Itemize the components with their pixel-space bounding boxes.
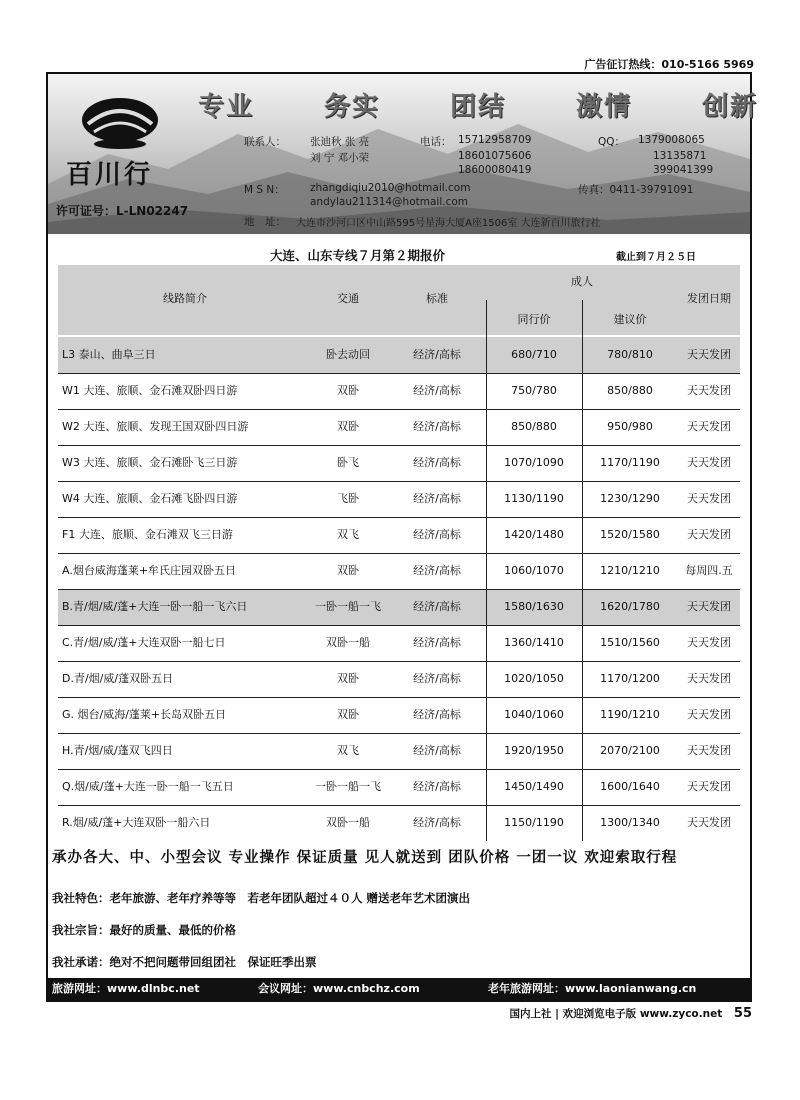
fax: 传真：0411-39791091 (578, 184, 694, 196)
header-transport: 交通 (337, 292, 359, 305)
row-divider (58, 373, 740, 374)
row-transport: 双卧 (337, 708, 359, 721)
table-row (58, 409, 740, 445)
table-row (58, 337, 740, 373)
phone-label: 电话： (420, 136, 452, 148)
row-suggested-price: 1600/1640 (600, 780, 660, 793)
row-departure: 天天发团 (687, 348, 731, 361)
row-transport: 双卧 (337, 564, 359, 577)
row-peer-price: 750/780 (511, 384, 557, 397)
row-route: W1 大连、旅顺、金石滩双卧四日游 (62, 384, 238, 397)
msn-2: andylau211314@hotmail.com (310, 196, 469, 208)
row-route: A.烟台威海蓬莱+牟氏庄园双卧五日 (62, 564, 237, 577)
row-standard: 经济/高标 (413, 708, 461, 721)
phone-2: 18601075606 (458, 150, 532, 162)
row-divider (58, 481, 740, 482)
row-divider (58, 409, 740, 410)
row-departure: 天天发团 (687, 708, 731, 721)
row-peer-price: 1020/1050 (504, 672, 564, 685)
row-standard: 经济/高标 (413, 780, 461, 793)
phone-1: 15712958709 (458, 134, 532, 146)
slogan-1: 专业 (198, 92, 255, 122)
table-row (58, 769, 740, 805)
contact-names-2: 刘 宁 邓小荣 (310, 152, 370, 164)
table-title: 大连、山东专线７月第２期报价 (270, 248, 446, 263)
row-peer-price: 1420/1480 (504, 528, 564, 541)
row-peer-price: 1920/1950 (504, 744, 564, 757)
agency-tenet: 我社宗旨：最好的质量、最低的价格 (52, 923, 236, 937)
msn-1: zhangdiqiu2010@hotmail.com (310, 182, 471, 194)
qq-label: QQ： (598, 136, 626, 148)
table-row (58, 697, 740, 733)
row-departure: 天天发团 (687, 384, 731, 397)
slogan-4: 激情 (575, 92, 632, 122)
table-row (58, 661, 740, 697)
row-transport: 双卧 (337, 384, 359, 397)
table-row (58, 373, 740, 409)
row-divider (58, 553, 740, 554)
table-row (58, 625, 740, 661)
row-peer-price: 1360/1410 (504, 636, 564, 649)
row-standard: 经济/高标 (413, 564, 461, 577)
row-route: B.青/烟/威/蓬+大连一卧一船一飞六日 (62, 600, 248, 613)
header-standard: 标准 (426, 292, 448, 305)
row-standard: 经济/高标 (413, 816, 461, 829)
header-departure: 发团日期 (687, 292, 731, 305)
row-suggested-price: 1300/1340 (600, 816, 660, 829)
msn-label: M S N： (244, 184, 285, 196)
page-footer (510, 1006, 752, 1021)
row-transport: 双卧一船 (326, 816, 370, 829)
row-transport: 双卧 (337, 420, 359, 433)
row-departure: 天天发团 (687, 780, 731, 793)
phone-3: 18600080419 (458, 164, 532, 176)
row-transport: 双卧一船 (326, 636, 370, 649)
row-peer-price: 1060/1070 (504, 564, 564, 577)
agency-feature: 我社特色：老年旅游、老年疗养等等 若老年团队超过４０人 赠送老年艺术团演出 (52, 891, 470, 905)
row-departure: 天天发团 (687, 528, 731, 541)
banner (48, 74, 758, 234)
row-departure: 天天发团 (687, 744, 731, 757)
row-divider (58, 517, 740, 518)
row-suggested-price: 2070/2100 (600, 744, 660, 757)
row-route: L3 泰山、曲阜三日 (62, 348, 156, 361)
agency-promise: 我社承诺：绝对不把问题带回组团社 保证旺季出票 (52, 955, 317, 969)
row-suggested-price: 1210/1210 (600, 564, 660, 577)
row-standard: 经济/高标 (413, 636, 461, 649)
row-suggested-price: 1510/1560 (600, 636, 660, 649)
row-suggested-price: 1230/1290 (600, 492, 660, 505)
row-standard: 经济/高标 (413, 744, 461, 757)
row-route: W4 大连、旅顺、金石滩飞卧四日游 (62, 492, 238, 505)
row-divider (58, 589, 740, 590)
row-suggested-price: 780/810 (607, 348, 653, 361)
row-peer-price: 1580/1630 (504, 600, 564, 613)
row-route: D.青/烟/威/蓬双卧五日 (62, 672, 174, 685)
row-standard: 经济/高标 (413, 600, 461, 613)
row-route: F1 大连、旅顺、金石滩双飞三日游 (62, 528, 233, 541)
row-route: G. 烟台/威海/蓬莱+长岛双卧五日 (62, 708, 227, 721)
row-departure: 天天发团 (687, 816, 731, 829)
row-suggested-price: 950/980 (607, 420, 653, 433)
row-departure: 每周四.五 (685, 564, 733, 577)
row-divider (58, 445, 740, 446)
header-peer-price: 同行价 (517, 313, 551, 326)
row-divider (58, 697, 740, 698)
website-bar (48, 978, 750, 1000)
license-number: 许可证号：L-LN02247 (56, 204, 189, 218)
row-peer-price: 1070/1090 (504, 456, 564, 469)
row-route: R.烟/威/蓬+大连双卧一船六日 (62, 816, 211, 829)
company-logo-icon (78, 94, 162, 152)
slogan-5: 创新 (701, 92, 758, 122)
row-departure: 天天发团 (687, 420, 731, 433)
service-slogan: 承办各大、中、小型会议 专业操作 保证质量 见人就送到 团队价格 一团一议 欢迎索取行程 (52, 849, 678, 866)
qq-3: 399041399 (653, 164, 714, 176)
slogan-2: 务实 (323, 92, 380, 122)
row-standard: 经济/高标 (413, 528, 461, 541)
row-departure: 天天发团 (687, 456, 731, 469)
meeting-website[interactable]: 会议网址：www.cnbchz.com (258, 982, 420, 995)
row-suggested-price: 1190/1210 (600, 708, 660, 721)
header-adult: 成人 (571, 275, 593, 288)
row-standard: 经济/高标 (413, 672, 461, 685)
column-divider (582, 300, 583, 841)
row-departure: 天天发团 (687, 672, 731, 685)
address: 大连市沙河口区中山路595号星海大厦A座1506室 大连新百川旅行社 (296, 218, 601, 229)
row-standard: 经济/高标 (413, 456, 461, 469)
row-divider (58, 733, 740, 734)
address-label: 地 址： (244, 216, 286, 228)
row-departure: 天天发团 (687, 600, 731, 613)
row-transport: 卧飞 (337, 456, 359, 469)
table-header (58, 265, 740, 335)
qq-2: 13135871 (653, 150, 707, 162)
row-divider (58, 805, 740, 806)
row-route: H.青/烟/威/蓬双飞四日 (62, 744, 173, 757)
row-transport: 一卧一船一飞 (315, 780, 381, 793)
row-standard: 经济/高标 (413, 492, 461, 505)
row-peer-price: 1130/1190 (504, 492, 564, 505)
travel-website[interactable]: 旅游网址：www.dlnbc.net (52, 982, 200, 995)
row-suggested-price: 1170/1190 (600, 456, 660, 469)
row-suggested-price: 1520/1580 (600, 528, 660, 541)
deadline: 截止到７月２５日 (616, 252, 696, 263)
table-row (58, 481, 740, 517)
table-row (58, 805, 740, 841)
header-suggested-price: 建议价 (613, 313, 647, 326)
row-transport: 一卧一船一飞 (315, 600, 381, 613)
table-row (58, 553, 740, 589)
page-number: 55 (733, 1006, 752, 1021)
row-peer-price: 1040/1060 (504, 708, 564, 721)
footer-text: 国内上社 | 欢迎浏览电子版 www.zyco.net (509, 1008, 723, 1020)
contact-label: 联系人： (244, 136, 286, 148)
row-standard: 经济/高标 (413, 420, 461, 433)
ad-hotline: 广告征订热线：010-5166 5969 (584, 58, 754, 71)
row-standard: 经济/高标 (413, 384, 461, 397)
row-peer-price: 850/880 (511, 420, 557, 433)
table-row (58, 445, 740, 481)
header-route: 线路简介 (163, 292, 207, 305)
row-departure: 天天发团 (687, 636, 731, 649)
row-transport: 双飞 (337, 744, 359, 757)
row-route: W2 大连、旅顺、发现王国双卧四日游 (62, 420, 249, 433)
row-suggested-price: 1170/1200 (600, 672, 660, 685)
row-peer-price: 680/710 (511, 348, 557, 361)
qq-1: 1379008065 (638, 134, 705, 146)
row-route: Q.烟/威/蓬+大连一卧一船一飞五日 (62, 780, 234, 793)
row-divider (58, 661, 740, 662)
row-route: W3 大连、旅顺、金石滩卧飞三日游 (62, 456, 238, 469)
banner-slogans (198, 86, 758, 123)
row-transport: 飞卧 (337, 492, 359, 505)
table-row (58, 517, 740, 553)
row-divider (58, 625, 740, 626)
row-suggested-price: 850/880 (607, 384, 653, 397)
row-transport: 双飞 (337, 528, 359, 541)
table-row (58, 589, 740, 625)
table-row (58, 733, 740, 769)
row-standard: 经济/高标 (413, 348, 461, 361)
row-suggested-price: 1620/1780 (600, 600, 660, 613)
row-transport: 卧去动回 (326, 348, 370, 361)
row-peer-price: 1150/1190 (504, 816, 564, 829)
slogan-3: 团结 (449, 92, 506, 122)
row-departure: 天天发团 (687, 492, 731, 505)
row-route: C.青/烟/威/蓬+大连双卧一船七日 (62, 636, 226, 649)
row-peer-price: 1450/1490 (504, 780, 564, 793)
row-divider (58, 769, 740, 770)
company-name: 百川行 (66, 160, 154, 190)
contact-names-1: 张迪秋 张 亮 (310, 136, 370, 148)
senior-website[interactable]: 老年旅游网址：www.laonianwang.cn (488, 982, 697, 995)
column-divider (486, 300, 487, 841)
row-transport: 双卧 (337, 672, 359, 685)
